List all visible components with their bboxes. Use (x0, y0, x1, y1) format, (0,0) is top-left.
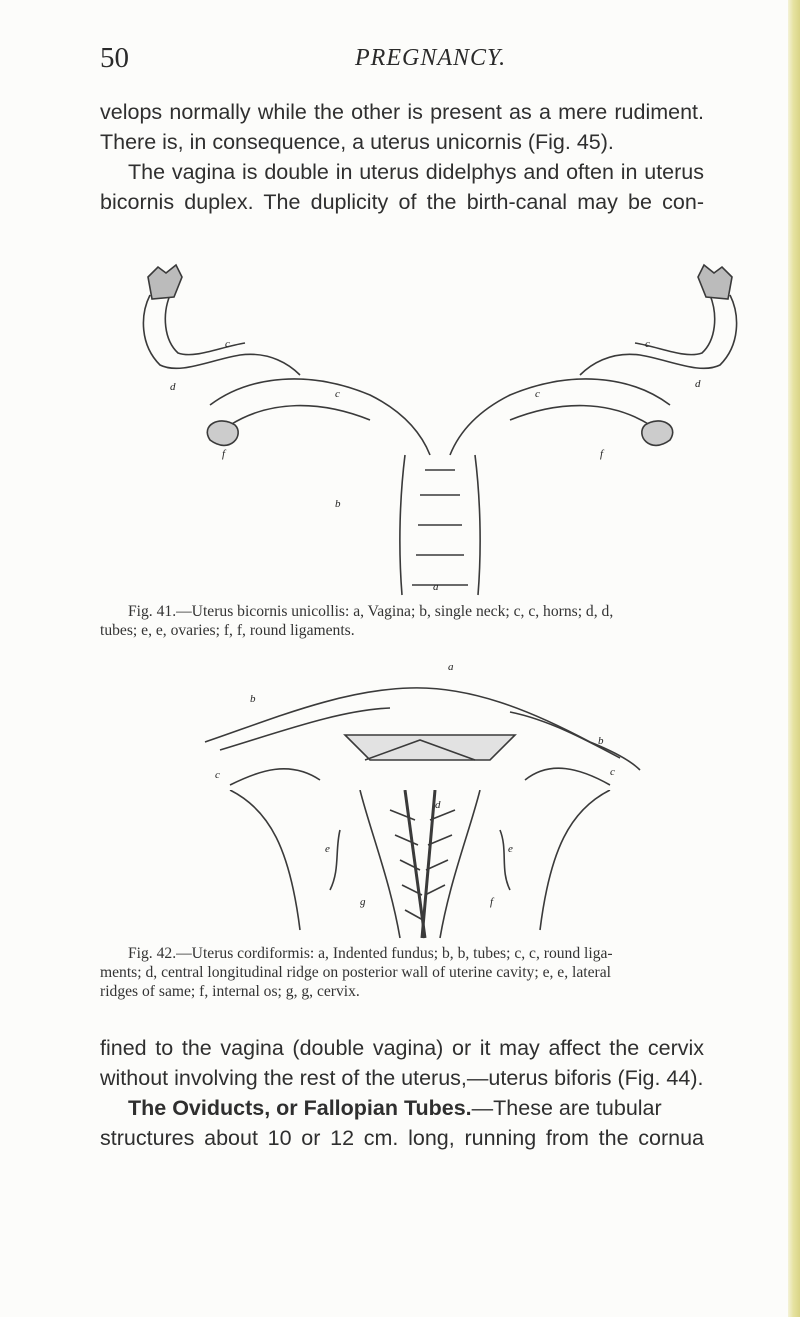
running-title: PREGNANCY. (355, 45, 507, 71)
caption-line: ments; d, central longitudinal ridge on posterior wall of uterine cavity; e, e, lateral (100, 964, 611, 981)
fig41-label-c: c (535, 388, 540, 400)
fig42-label-e: e (508, 843, 513, 855)
figure-42-cavity-illustration (190, 790, 650, 940)
fig42-label-g: g (360, 896, 366, 908)
paragraph-2 (100, 1033, 704, 1093)
figure-41-caption (100, 602, 704, 640)
fig41-label-d: d (695, 378, 701, 390)
caption-line: ridges of same; f, internal os; g, g, cervix. (100, 983, 360, 1000)
text-line: without involving the rest of the uterus,—uterus biforis (Fig. 44). (100, 1066, 704, 1090)
caption-line: Fig. 41.—Uterus bicornis unicollis: a, Vagina; b, single neck; c, c, horns; d, d, (128, 603, 614, 620)
page-number: 50 (100, 42, 129, 74)
text-line: The vagina is double in uterus didelphys and often in uterus (128, 160, 704, 184)
figure-42-caption (100, 944, 704, 1001)
fig41-label-f: f (600, 448, 604, 460)
paragraph-1 (100, 97, 704, 217)
caption-line: tubes; e, e, ovaries; f, f, round ligaments. (100, 622, 355, 639)
text-line: There is, in consequence, a uterus unicornis (Fig. 45). (100, 130, 614, 154)
page-edge (788, 0, 800, 1317)
fig41-label-a: a (433, 581, 439, 593)
figure-42-illustration (190, 650, 650, 790)
fig41-label-c: c (335, 388, 340, 400)
figure-41-illustration (140, 255, 740, 600)
section-heading: The Oviducts, or Fallopian Tubes. (128, 1096, 472, 1120)
fig42-label-c: c (215, 769, 220, 781)
fig42-label-a: a (448, 661, 454, 673)
text-line: structures about 10 or 12 cm. long, running from the cornua (100, 1126, 704, 1150)
fig41-label-c: c (645, 338, 650, 350)
text-line: —These are tubular (471, 1096, 662, 1120)
text-line: fined to the vagina (double vagina) or it may affect the cervix (100, 1036, 704, 1060)
text-line: bicornis duplex. The duplicity of the birth-canal may be con- (100, 190, 704, 214)
paragraph-3 (100, 1093, 704, 1153)
fig42-label-f: f (490, 896, 494, 908)
page-header (0, 42, 800, 82)
fig42-label-b: b (250, 693, 256, 705)
fig42-label-c: c (610, 766, 615, 778)
fig41-label-c: c (225, 338, 230, 350)
fig41-label-f: f (222, 448, 226, 460)
caption-line: Fig. 42.—Uterus cordiformis: a, Indented fundus; b, b, tubes; c, c, round liga- (128, 945, 613, 962)
fig42-label-d: d (435, 799, 441, 811)
text-line: velops normally while the other is present as a mere rudiment. (100, 100, 704, 124)
fig42-label-b: b (598, 735, 604, 747)
fig41-label-b: b (335, 498, 341, 510)
fig42-label-e: e (325, 843, 330, 855)
fig41-label-d: d (170, 381, 176, 393)
